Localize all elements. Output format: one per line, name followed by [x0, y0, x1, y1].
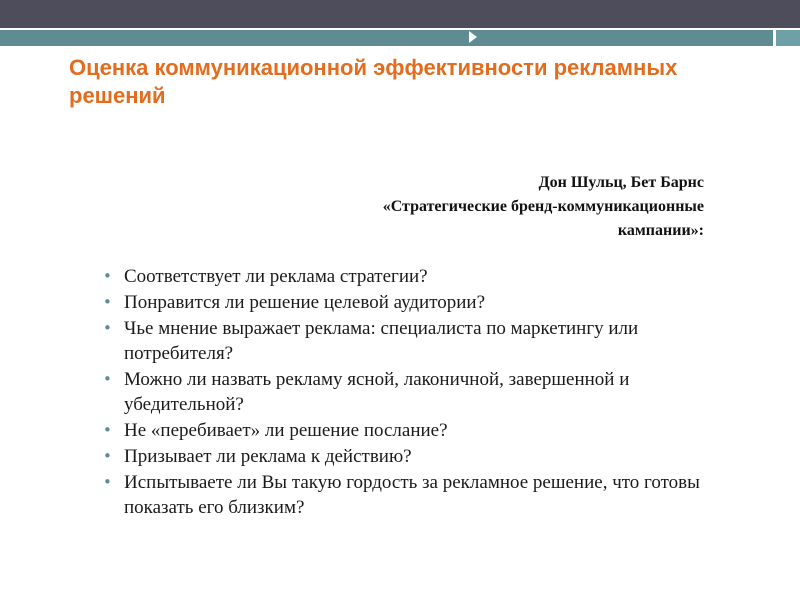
accent-bar	[0, 30, 800, 46]
bullet-icon: •	[103, 267, 112, 285]
list-item	[103, 444, 743, 469]
attribution-book-line-2: кампании»:	[617, 222, 704, 239]
bullet-icon: •	[103, 473, 112, 491]
question-text: Понравится ли решение целевой аудитории?	[124, 292, 486, 313]
triangle-arrow-icon	[469, 31, 477, 43]
bullet-icon: •	[103, 370, 112, 388]
question-list	[103, 264, 743, 521]
bullet-icon: •	[103, 293, 112, 311]
question-text: Призывает ли реклама к действию?	[124, 446, 412, 467]
bullet-icon: •	[103, 319, 112, 337]
attribution-book-line-1: «Стратегические бренд-коммуникационные	[382, 198, 704, 215]
header-bar	[0, 0, 800, 28]
list-item	[103, 367, 743, 417]
list-item	[103, 290, 743, 315]
accent-bar-end	[776, 30, 800, 46]
question-text: Не «перебивает» ли решение послание?	[124, 420, 448, 441]
list-item	[103, 418, 743, 443]
question-text: Можно ли назвать рекламу ясной, лаконичной, завершенной и убедительной?	[124, 369, 630, 415]
accent-bar-main	[0, 30, 773, 46]
attribution-authors: Дон Шульц, Бет Барнс	[538, 174, 704, 191]
bullet-icon: •	[103, 421, 112, 439]
bullet-icon: •	[103, 447, 112, 465]
question-text: Чье мнение выражает реклама: специалиста по маркетингу или потребителя?	[124, 318, 639, 364]
list-item	[103, 316, 743, 366]
list-item	[103, 264, 743, 289]
question-text: Соответствует ли реклама стратегии?	[124, 266, 428, 287]
attribution	[284, 171, 704, 243]
slide-title: Оценка коммуникационной эффективности рекламных решений	[69, 55, 678, 108]
list-item	[103, 470, 743, 520]
question-text: Испытываете ли Вы такую гордость за рекламное решение, что готовы показать его близким?	[124, 472, 700, 518]
